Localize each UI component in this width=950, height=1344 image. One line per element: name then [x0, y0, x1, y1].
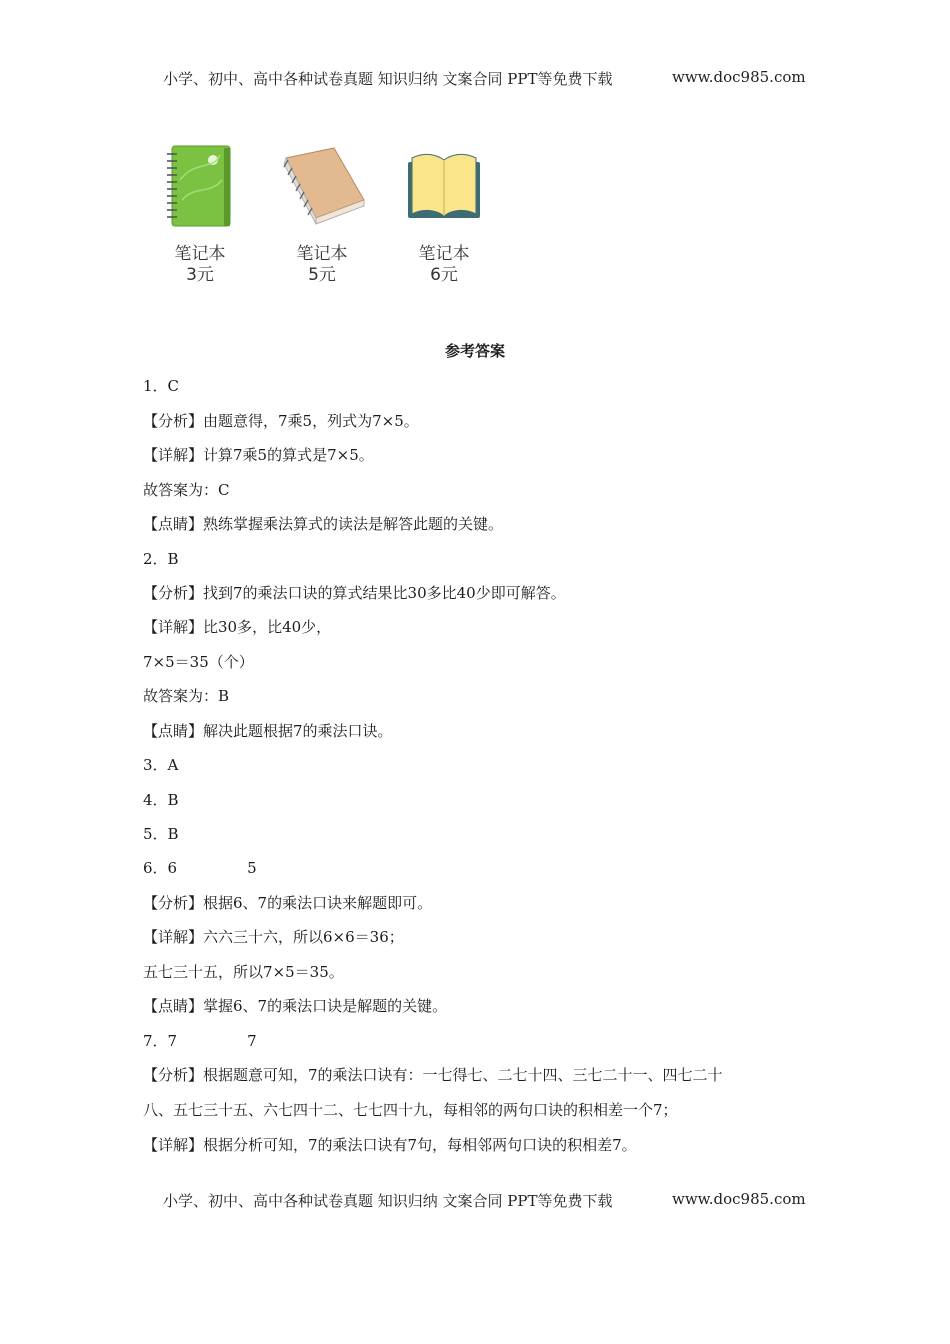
q1-answer: 1．C — [143, 377, 180, 395]
q7-answer: 7．7 — [143, 1032, 178, 1050]
q7-detail: 【详解】根据分析可知，7的乘法口诀有7句，每相邻两句口诀的积相差7。 — [143, 1136, 637, 1154]
q4-answer: 4．B — [143, 791, 179, 809]
green-notebook-icon — [150, 140, 250, 232]
q1-detail: 【详解】计算7乘5的算式是7×5。 — [143, 446, 374, 464]
q7-answer-row — [143, 1030, 257, 1051]
q2-analysis: 【分析】找到7的乘法口诀的算式结果比30多比40少即可解答。 — [143, 584, 566, 602]
q7-answer-second: 7 — [247, 1032, 257, 1050]
q6-comment: 【点睛】掌握6、7的乘法口诀是解题的关键。 — [143, 997, 448, 1015]
q6-answer-row — [143, 857, 257, 878]
q2-calc: 7×5＝35（个） — [143, 653, 254, 671]
q5-answer: 5．B — [143, 825, 179, 843]
q1-analysis: 【分析】由题意得，7乘5，列式为7×5。 — [143, 412, 419, 430]
footer-slogan: 小学、初中、高中各种试卷真题 知识归纳 文案合同 PPT等免费下载 — [163, 1192, 613, 1210]
answers-title: 参考答案 — [444, 342, 505, 360]
q3-answer: 3．A — [143, 756, 179, 774]
product-images — [140, 140, 500, 290]
product-notebook-green — [140, 140, 260, 290]
q2-conclusion: 故答案为：B — [143, 687, 230, 705]
q6-answer: 6．6 — [143, 859, 178, 877]
product-name: 笔记本 — [418, 244, 470, 264]
footer-url: www.doc985.com — [672, 1190, 806, 1208]
product-notebook-tan — [262, 140, 382, 290]
q1-conclusion: 故答案为：C — [143, 481, 230, 499]
product-price: 3元 — [186, 265, 214, 285]
q6-detail-2: 五七三十五，所以7×5＝35。 — [143, 963, 344, 981]
q2-answer: 2．B — [143, 550, 179, 568]
q1-comment: 【点睛】熟练掌握乘法算式的读法是解答此题的关键。 — [143, 515, 504, 533]
header-slogan: 小学、初中、高中各种试卷真题 知识归纳 文案合同 PPT等免费下载 — [163, 70, 613, 88]
q2-detail: 【详解】比30多，比40少， — [143, 618, 332, 636]
product-book-open — [384, 140, 504, 290]
q6-answer-second: 5 — [247, 859, 257, 877]
product-name: 笔记本 — [174, 244, 226, 264]
q6-detail: 【详解】六六三十六，所以6×6＝36； — [143, 928, 404, 946]
q7-analysis-2: 八、五七三十五、六七四十二、七七四十九，每相邻的两句口诀的积相差一个7； — [143, 1101, 678, 1119]
product-name: 笔记本 — [296, 244, 348, 264]
product-price: 6元 — [430, 265, 458, 285]
q7-analysis: 【分析】根据题意可知，7的乘法口诀有：一七得七、二七十四、三七二十一、四七二十 — [143, 1066, 723, 1084]
open-book-icon — [394, 140, 494, 232]
product-price: 5元 — [308, 265, 336, 285]
tan-notebook-icon — [272, 140, 372, 232]
q2-comment: 【点睛】解决此题根据7的乘法口诀。 — [143, 722, 393, 740]
q6-analysis: 【分析】根据6、7的乘法口诀来解题即可。 — [143, 894, 433, 912]
header-url: www.doc985.com — [672, 68, 806, 86]
